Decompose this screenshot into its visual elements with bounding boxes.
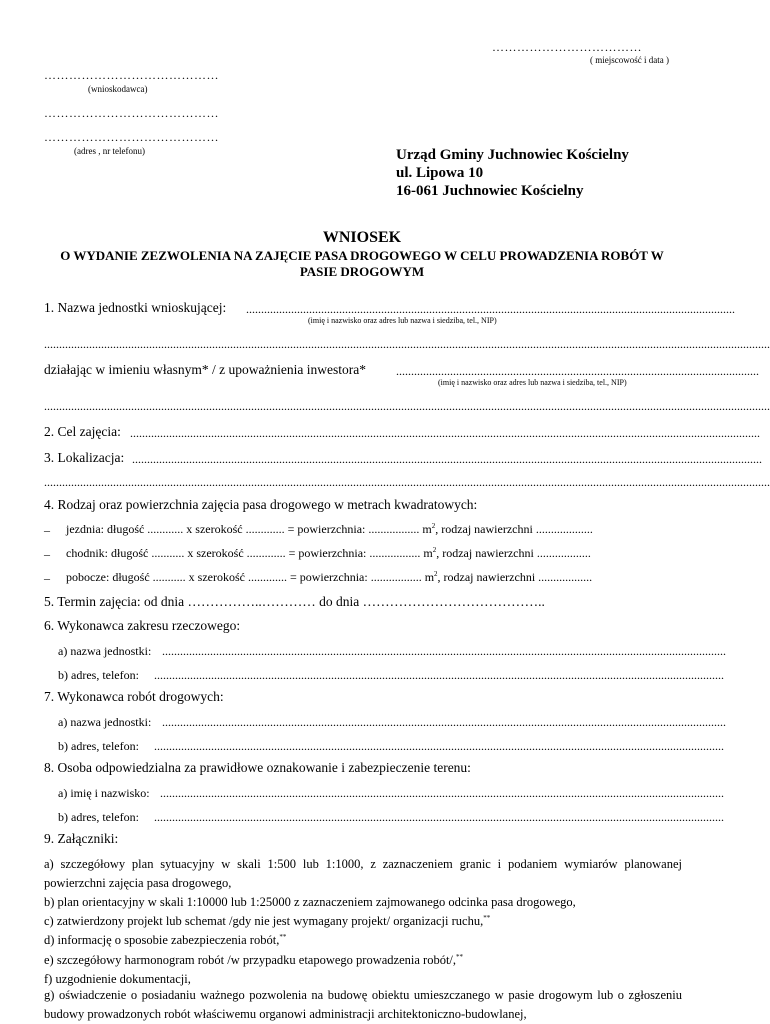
s7-label: 7. Wykonawca robót drogowych:	[44, 689, 224, 704]
attachment-f: f) uzgodnienie dokumentacji,	[44, 971, 191, 986]
attachment-e: e) szczegółowy harmonogram robót /w przypadku etapowego prowadzenia robót/,**	[44, 952, 464, 967]
s3-label: 3. Lokalizacja:	[44, 450, 125, 465]
s2-input[interactable]: ..................................................................................................................................................................................................................	[130, 426, 760, 440]
s5-term[interactable]: 5. Termin zajęcia: od dnia ……………..………… do dnia …………………………………..	[44, 594, 545, 609]
s1-input[interactable]: ...................................................................................................................................................................	[246, 302, 735, 316]
s6-b-input[interactable]: ..............................................................................................................................................................................................	[154, 668, 724, 682]
s7-b-input[interactable]: ..............................................................................................................................................................................................	[154, 739, 724, 753]
attachment-a: a) szczegółowy plan sytuacyjny w skali 1:500 lub 1:1000, z zaznaczeniem granic i podaniem wymiarów planowanej powierzchni zajęcia pasa drogowego,	[44, 857, 682, 891]
s8-b-input[interactable]: ..............................................................................................................................................................................................	[154, 810, 724, 824]
form-title: WNIOSEK	[322, 229, 402, 246]
attachment-b: b) plan orientacyjny w skali 1:10000 lub 1:25000 z zaznaczeniem zajmowanego odcinka pasa drogowego,	[44, 895, 576, 910]
recipient-street: ul. Lipowa 10	[396, 165, 484, 181]
acting-input[interactable]: .........................................................................................................................	[396, 364, 759, 378]
s1-label: 1. Nazwa jednostki wnioskującej:	[44, 300, 227, 315]
s1-input-line-2[interactable]: ..................................................................................................................................................................................................................................................	[44, 337, 770, 351]
form-subtitle: O WYDANIE ZEZWOLENIA NA ZAJĘCIE PASA DROGOWEGO W CELU PROWADZENIA ROBÓT W PASIE DROGOWYM	[60, 248, 664, 279]
s8-a-label: a) imię i nazwisko:	[58, 786, 150, 800]
s7-b-label: b) adres, telefon:	[58, 739, 139, 753]
place-date-label: ( miejscowość i data )	[590, 55, 669, 65]
place-date-line[interactable]: ………………………………	[492, 40, 642, 54]
s6-b-label: b) adres, telefon:	[58, 668, 139, 682]
attachment-c: c) zatwierdzony projekt lub schemat /gdy nie jest wymagany projekt/ organizacji ruchu,**	[44, 914, 491, 929]
s3-input-line-2[interactable]: ..................................................................................................................................................................................................................................................	[44, 475, 770, 489]
s4-row-pobocze[interactable]: pobocze: długość ........... x szerokość ............. = powierzchnia: ................. $m^2$, rodzaj nawierzchni ..................	[66, 570, 593, 584]
applicant-address-line-2[interactable]: ……………………………………	[44, 130, 219, 144]
s9-label: 9. Załączniki:	[44, 831, 119, 846]
s2-label: 2. Cel zajęcia:	[44, 424, 121, 439]
s8-a-input[interactable]: ............................................................................................................................................................................................	[160, 786, 724, 800]
attachment-d: d) informację o sposobie zabezpieczenia robót,**	[44, 933, 287, 948]
s4-row-chodnik[interactable]: chodnik: długość ........... x szerokość ............. = powierzchnia: ................. $m^2$, rodzaj nawierzchni ..................	[66, 546, 591, 560]
s7-a-label: a) nazwa jednostki:	[58, 715, 152, 729]
acting-hint: (imię i nazwisko oraz adres lub nazwa i siedziba, tel., NIP)	[438, 378, 627, 387]
acting-label: działając w imieniu własnym* / z upoważnienia inwestora*	[44, 362, 367, 377]
s3-input[interactable]: ..................................................................................................................................................................................................................	[132, 452, 762, 466]
s6-a-input[interactable]: ............................................................................................................................................................................................	[162, 644, 726, 658]
s4-label: 4. Rodzaj oraz powierzchnia zajęcia pasa drogowego w metrach kwadratowych:	[44, 497, 478, 512]
s4-row-3-dash: –	[44, 571, 50, 585]
recipient-name: Urząd Gminy Juchnowiec Kościelny	[396, 147, 629, 163]
s6-a-label: a) nazwa jednostki:	[58, 644, 152, 658]
attachments-list	[44, 856, 682, 1022]
s8-label: 8. Osoba odpowiedzialna za prawidłowe oznakowanie i zabezpieczenie terenu:	[44, 760, 471, 775]
applicant-address-label: (adres , nr telefonu)	[74, 146, 145, 156]
applicant-name-line[interactable]: ……………………………………	[44, 68, 219, 82]
s7-a-input[interactable]: ............................................................................................................................................................................................	[162, 715, 726, 729]
applicant-label: (wnioskodawca)	[88, 84, 148, 94]
s6-label: 6. Wykonawca zakresu rzeczowego:	[44, 618, 241, 633]
attachment-g: g) oświadczenie o posiadaniu ważnego pozwolenia na budowę obiektu umieszczanego w pasie drogowym lub o zgłoszeniu budowy prowadzonych robót właściwemu organowi administracji architektoniczno-budowlanej,	[44, 987, 682, 1022]
s4-row-jezdnia[interactable]: jezdnia: długość ............ x szerokość ............. = powierzchnia: ................. $m^2$, rodzaj nawierzchni ...................	[66, 522, 593, 536]
s1-hint: (imię i nazwisko oraz adres lub nazwa i siedziba, tel., NIP)	[308, 316, 497, 325]
s4-row-1-dash: –	[44, 523, 50, 537]
s8-b-label: b) adres, telefon:	[58, 810, 139, 824]
acting-input-line-2[interactable]: ..................................................................................................................................................................................................................................................	[44, 399, 770, 413]
recipient-city: 16-061 Juchnowiec Kościelny	[396, 183, 584, 199]
applicant-address-line-1[interactable]: ……………………………………	[44, 106, 219, 120]
s4-row-2-dash: –	[44, 547, 50, 561]
